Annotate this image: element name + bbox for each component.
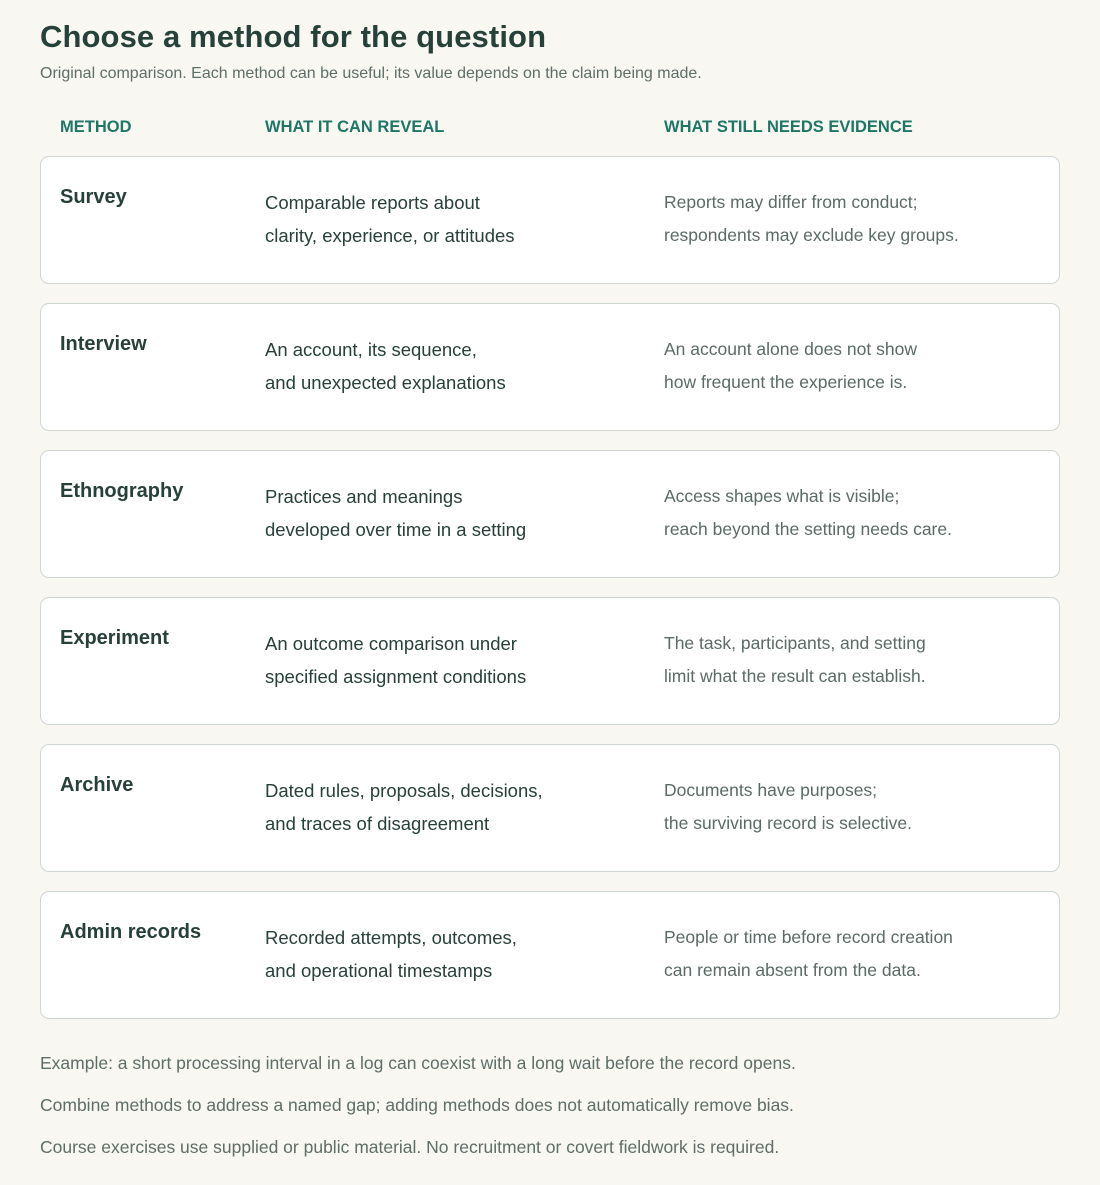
reveal-text — [265, 627, 625, 693]
note-example: Example: a short processing interval in a log can coexist with a long wait before the record opens. — [40, 1053, 796, 1073]
reveal-text — [265, 480, 625, 546]
evidence-line: limit what the result can establish. — [664, 666, 926, 686]
method-row-experiment — [40, 597, 1060, 725]
method-row-ethnography — [40, 450, 1060, 578]
reveal-line: and traces of disagreement — [265, 813, 490, 834]
reveal-line: Practices and meanings — [265, 486, 463, 507]
evidence-text — [664, 627, 1044, 693]
evidence-line: can remain absent from the data. — [664, 960, 921, 980]
method-row-admin-records — [40, 891, 1060, 1019]
evidence-line: The task, participants, and setting — [664, 633, 926, 653]
reveal-line: clarity, experience, or attitudes — [265, 225, 515, 246]
evidence-line: how frequent the experience is. — [664, 372, 908, 392]
evidence-text — [664, 921, 1044, 987]
evidence-line: the surviving record is selective. — [664, 813, 913, 833]
evidence-text — [664, 333, 1044, 399]
method-row-interview — [40, 303, 1060, 431]
reveal-line: An account, its sequence, — [265, 339, 477, 360]
method-row-survey — [40, 156, 1060, 284]
evidence-line: Access shapes what is visible; — [664, 486, 900, 506]
evidence-line: An account alone does not show — [664, 339, 917, 359]
reveal-line: and operational timestamps — [265, 960, 493, 981]
method-rows — [40, 156, 1060, 1038]
method-name: Experiment — [60, 627, 169, 649]
reveal-line: Dated rules, proposals, decisions, — [265, 780, 543, 801]
evidence-line: Documents have purposes; — [664, 780, 878, 800]
evidence-text — [664, 774, 1044, 840]
evidence-text — [664, 186, 1044, 252]
evidence-line: respondents may exclude key groups. — [664, 225, 959, 245]
column-headers — [40, 118, 1060, 138]
reveal-line: An outcome comparison under — [265, 633, 517, 654]
note-course-exercises: Course exercises use supplied or public material. No recruitment or covert fieldwork is required. — [40, 1137, 780, 1157]
reveal-line: and unexpected explanations — [265, 372, 506, 393]
reveal-text — [265, 921, 625, 987]
column-header-method: METHOD — [60, 118, 132, 136]
method-name: Admin records — [60, 921, 202, 943]
method-row-archive — [40, 744, 1060, 872]
evidence-line: reach beyond the setting needs care. — [664, 519, 952, 539]
reveal-line: specified assignment conditions — [265, 666, 527, 687]
method-name: Ethnography — [60, 480, 184, 502]
footnotes — [40, 1053, 1060, 1179]
column-header-evidence: WHAT STILL NEEDS EVIDENCE — [664, 118, 913, 136]
method-name: Survey — [60, 186, 127, 208]
reveal-text — [265, 186, 625, 252]
reveal-text — [265, 774, 625, 840]
evidence-line: Reports may differ from conduct; — [664, 192, 918, 212]
reveal-text — [265, 333, 625, 399]
page-title: Choose a method for the question — [40, 19, 547, 54]
evidence-text — [664, 480, 1044, 546]
column-header-reveal: WHAT IT CAN REVEAL — [265, 118, 445, 136]
page-subtitle: Original comparison. Each method can be useful; its value depends on the claim being made. — [40, 65, 702, 82]
method-name: Archive — [60, 774, 134, 796]
note-combine-methods: Combine methods to address a named gap; adding methods does not automatically remove bias. — [40, 1095, 794, 1115]
reveal-line: Comparable reports about — [265, 192, 480, 213]
reveal-line: developed over time in a setting — [265, 519, 527, 540]
method-name: Interview — [60, 333, 147, 355]
evidence-line: People or time before record creation — [664, 927, 953, 947]
reveal-line: Recorded attempts, outcomes, — [265, 927, 517, 948]
